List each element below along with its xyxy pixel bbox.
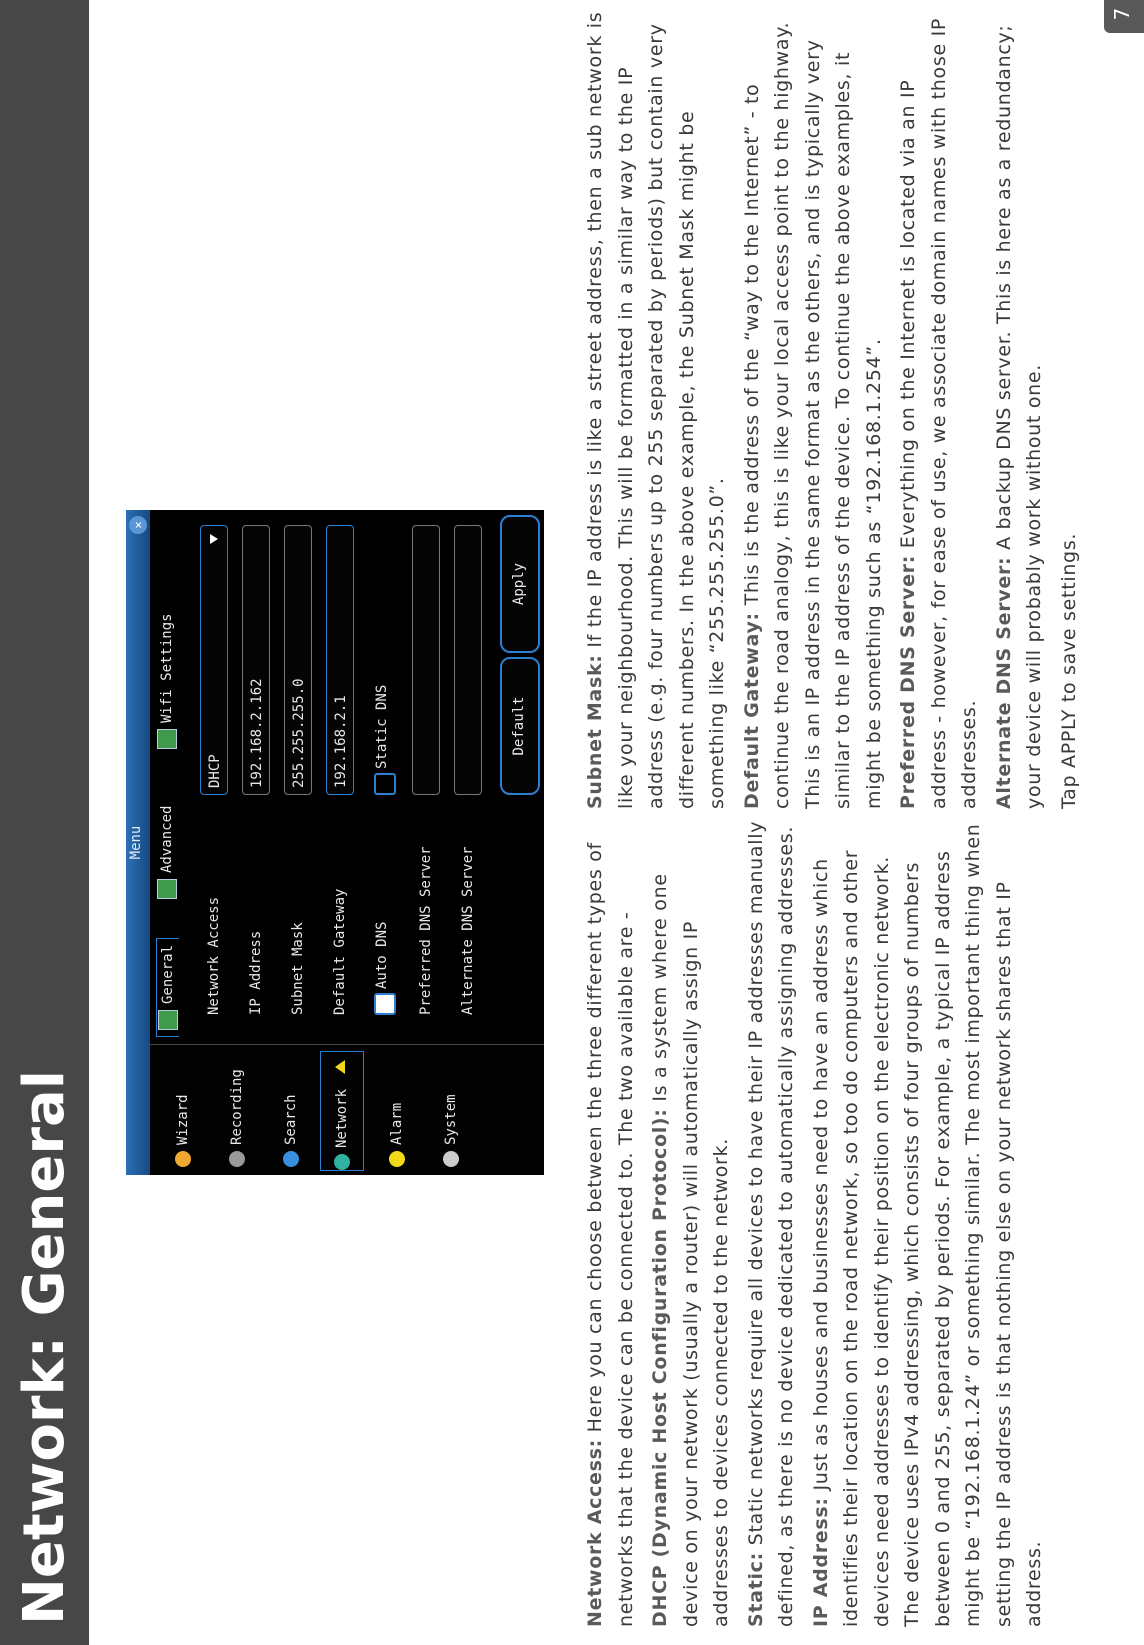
sidebar-item-wizard[interactable] bbox=[162, 1049, 204, 1167]
page-title: Network: General bbox=[12, 1070, 77, 1625]
ip-address-paragraph: IP Address: Just as houses and businesses need to have an address which identifies their location on the road network, so too do computers and other devices need addresses to identify their position on the electronic network. The device uses IPv4 addressing, which consists of four groups of numbers between 0 and 255, separated by periods. For example, a typical IP address might be “192.168.1.24” or something similar. The most important thing when setting the IP address is that nothing else on your network shares that IP address. bbox=[809, 823, 1045, 1627]
static-dns-radio[interactable] bbox=[374, 773, 396, 795]
sidebar-item-label: Network bbox=[334, 1088, 350, 1148]
auto-dns-radio[interactable] bbox=[374, 993, 396, 1015]
tab-label: Advanced bbox=[159, 805, 175, 873]
apply-button[interactable]: Apply bbox=[500, 515, 540, 653]
tab-label: Wifi Settings bbox=[159, 613, 175, 723]
ip-address-label: IP Address bbox=[248, 930, 264, 1015]
advanced-tab-icon bbox=[157, 879, 177, 899]
subnet-mask-paragraph: Subnet Mask: If the IP address is like a street address, then a sub network is like your neighbourhood. This will be formatted in a similar way to the IP address (e.g. four numbers up to 255 separated by periods) but contain very different numbers. In the above example, the Subnet Mask might be something like “255.255.255.0”. bbox=[584, 11, 728, 809]
preferred-dns-field[interactable] bbox=[412, 525, 440, 795]
alternate-dns-paragraph: Alternate DNS Server: A backup DNS server. This is here as a redundancy; your device will probably work without one. bbox=[992, 24, 1045, 809]
term: Preferred DNS Server: bbox=[897, 554, 919, 809]
recording-icon bbox=[229, 1151, 245, 1167]
term: Network Access: bbox=[584, 1439, 606, 1627]
subnet-mask-field[interactable]: 255.255.255.0 bbox=[284, 525, 312, 795]
preferred-dns-paragraph: Preferred DNS Server: Everything on the Internet is located via an IP address - however, for ease of use, we associate domain names with those IP addresses. bbox=[897, 17, 980, 809]
tab-wifi-settings[interactable] bbox=[156, 613, 178, 749]
header-banner bbox=[0, 0, 89, 1645]
menu-titlebar bbox=[126, 510, 150, 1175]
sidebar-item-label: Search bbox=[283, 1094, 299, 1145]
network-access-value: DHCP bbox=[207, 754, 223, 788]
network-access-select[interactable] bbox=[200, 525, 228, 795]
static-dns-label: Static DNS bbox=[374, 684, 390, 769]
menu-title: Menu bbox=[128, 825, 144, 860]
search-icon bbox=[283, 1151, 299, 1167]
preferred-dns-label: Preferred DNS Server bbox=[418, 846, 434, 1015]
static-paragraph: Static: Static networks require all devices to have their IP addresses manually defined, as there is no device dedicated to automatically assigning addresses. bbox=[744, 820, 797, 1627]
subnet-mask-label: Subnet Mask bbox=[290, 922, 306, 1015]
network-icon bbox=[334, 1154, 350, 1170]
default-gateway-paragraph: Default Gateway: This is the address of the “way to the Internet” - to continue the road analogy, this is like your local access point to the highway. This is an IP address in the same format as the others, and is typically very similar to the IP address of the device. To continue the above examples, it might be something such as “192.168.1.254”. bbox=[740, 21, 885, 809]
selected-arrow-icon bbox=[335, 1060, 345, 1074]
default-button[interactable]: Default bbox=[500, 657, 540, 795]
sidebar-item-recording[interactable] bbox=[216, 1049, 258, 1167]
sidebar-item-network[interactable] bbox=[320, 1051, 364, 1171]
chevron-down-icon bbox=[210, 534, 218, 544]
term: Static: bbox=[744, 1552, 767, 1627]
sidebar-item-search[interactable] bbox=[270, 1049, 312, 1167]
sidebar-item-alarm[interactable] bbox=[376, 1049, 418, 1167]
network-access-paragraph: Network Access: Here you can choose between the three different types of networks that the device can be connected to. The two available are - bbox=[584, 842, 637, 1627]
page-number: 7 bbox=[1104, 0, 1144, 33]
right-column bbox=[580, 0, 1088, 809]
tab-advanced[interactable] bbox=[156, 806, 178, 899]
term: DHCP (Dynamic Host Configuration Protocol): bbox=[649, 1108, 671, 1627]
general-tab-icon bbox=[158, 1010, 178, 1030]
sidebar-item-label: Recording bbox=[229, 1069, 245, 1145]
alternate-dns-label: Alternate DNS Server bbox=[460, 846, 476, 1015]
alternate-dns-field[interactable] bbox=[454, 525, 482, 795]
wifi-tab-icon bbox=[157, 729, 177, 749]
menu-screenshot bbox=[126, 510, 544, 1175]
close-icon[interactable]: ✕ bbox=[129, 516, 147, 534]
default-gateway-field[interactable]: 192.168.2.1 bbox=[326, 525, 354, 795]
ip-address-field[interactable]: 192.168.2.162 bbox=[242, 525, 270, 795]
left-column bbox=[580, 817, 1054, 1627]
default-gateway-label: Default Gateway bbox=[332, 888, 348, 1015]
term: Default Gateway: bbox=[740, 612, 763, 809]
term: Alternate DNS Server: bbox=[992, 556, 1015, 809]
alarm-icon bbox=[389, 1151, 405, 1167]
sidebar-item-label: System bbox=[443, 1094, 459, 1145]
gear-icon bbox=[443, 1151, 459, 1167]
term: Subnet Mask: bbox=[584, 654, 606, 809]
dhcp-paragraph: DHCP (Dynamic Host Configuration Protocol): Is a system where one device on your network (usually a router) will automatically assign IP addresses to devices connected to the network. bbox=[649, 873, 732, 1627]
tab-general[interactable] bbox=[156, 938, 179, 1037]
auto-dns-label: Auto DNS bbox=[374, 921, 390, 989]
sidebar-item-system[interactable] bbox=[430, 1049, 472, 1167]
term: IP Address: bbox=[809, 1497, 832, 1627]
wizard-icon bbox=[175, 1151, 191, 1167]
tab-label: General bbox=[160, 944, 176, 1004]
apply-note: Tap APPLY to save settings. bbox=[1057, 532, 1080, 809]
menu-sidebar bbox=[150, 1044, 544, 1175]
menu-tabs bbox=[152, 514, 180, 1039]
sidebar-item-label: Wizard bbox=[175, 1094, 191, 1145]
sidebar-item-label: Alarm bbox=[389, 1102, 405, 1145]
network-access-label: Network Access bbox=[206, 896, 222, 1015]
